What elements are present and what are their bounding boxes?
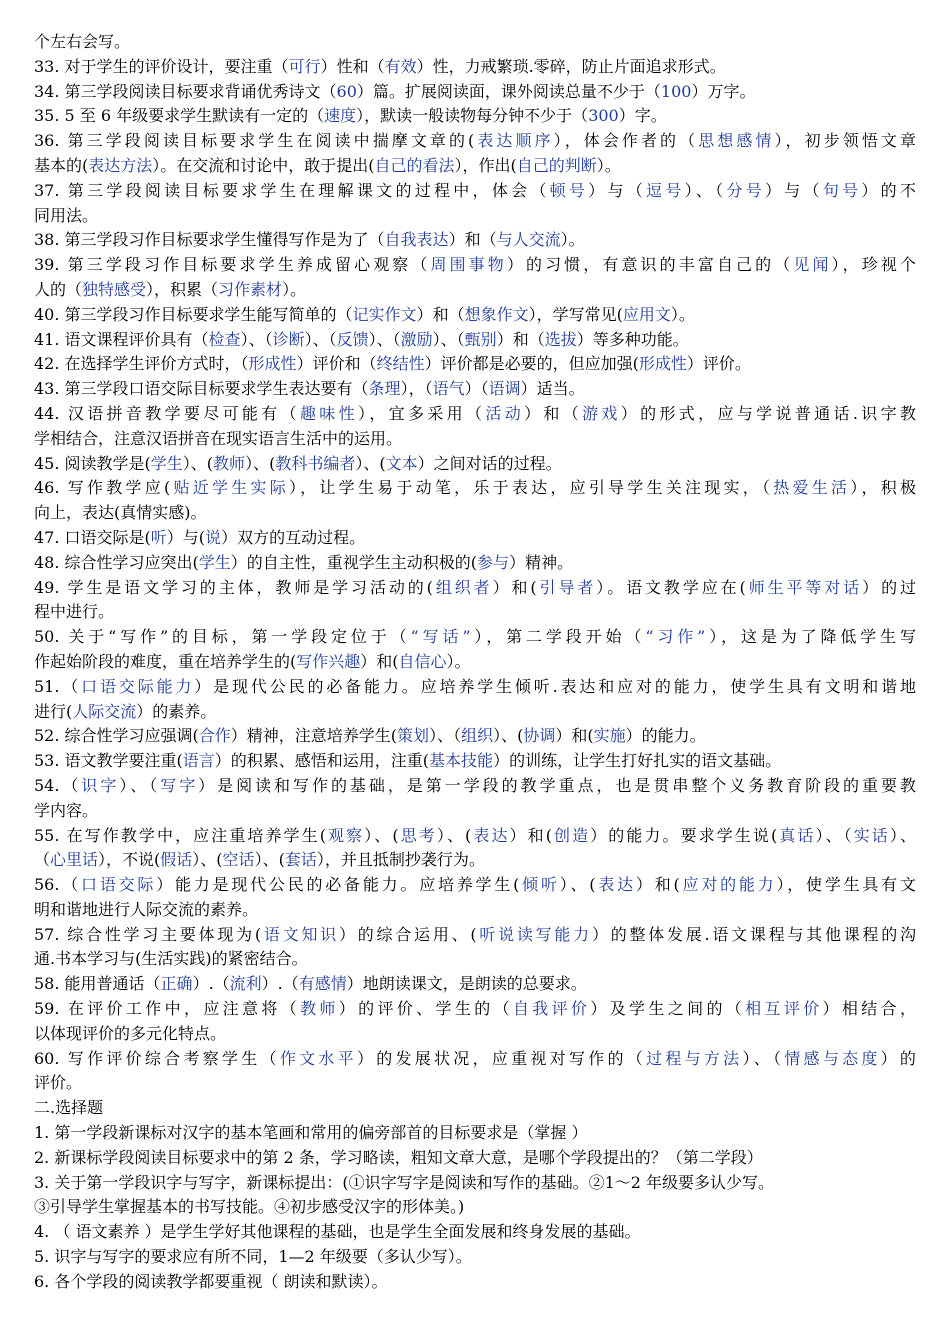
answer-text: 活动: [485, 403, 525, 423]
answer-text: 记实作文: [352, 304, 417, 324]
text-line: [34, 204, 916, 229]
text-line: [34, 1171, 916, 1196]
answer-text: 60: [336, 81, 357, 101]
text-line: [34, 551, 916, 576]
body-text: ）、（: [742, 1048, 785, 1068]
answer-text: 与人交流: [496, 230, 561, 250]
answer-text: 教师: [300, 999, 339, 1019]
body-text: ），珍视个: [831, 255, 916, 275]
body-text: ）字。: [618, 106, 667, 126]
text-line: [34, 427, 916, 452]
answer-text: 300: [588, 106, 619, 126]
answer-text: 有效: [384, 56, 417, 76]
text-line: [34, 278, 916, 303]
body-text: ），并且抵制抄袭行为。: [316, 850, 485, 870]
body-text: 6. 各个学段的阅读教学都要重视（ 朗读和默读）。: [34, 1271, 388, 1291]
body-text: ）、（: [429, 726, 462, 746]
body-text: ）等多种功能。: [576, 329, 689, 349]
text-line: [34, 55, 916, 80]
answer-text: 作文水平: [279, 1048, 357, 1068]
answer-text: 师生平等对话: [745, 577, 863, 597]
answer-text: 见闻: [793, 255, 832, 275]
body-text: 60. 写作评价综合考察学生（: [34, 1048, 280, 1068]
body-text: 35. 5 至 6 年级要求学生默读有一定的（: [34, 106, 325, 126]
text-line: [34, 873, 916, 898]
answer-text: 假话: [160, 850, 193, 870]
body-text: ）双方的互动过程。: [221, 527, 366, 547]
text-line: [34, 675, 916, 700]
body-text: ）.（: [192, 974, 230, 994]
body-text: 作起始阶段的难度，重在培养学生的(: [34, 651, 297, 671]
text-line: [34, 352, 916, 377]
answer-text: 激励: [400, 329, 433, 349]
body-text: ），初步领悟文章: [774, 131, 916, 151]
body-text: ）评价。: [686, 354, 751, 374]
text-line: [34, 576, 916, 601]
body-text: ）、: [889, 825, 916, 845]
body-text: 38. 第三学段习作目标要求学生懂得写作是为了（: [34, 230, 385, 250]
answer-text: 写字: [160, 775, 199, 795]
body-text: 36. 第三学段阅读目标要求学生在阅读中揣摩文章的(: [34, 131, 475, 151]
body-text: 42. 在选择学生评价方式时，（: [34, 354, 249, 374]
body-text: ），使学生具有文: [776, 875, 916, 895]
body-text: ），积累（: [146, 279, 219, 299]
body-text: 58. 能用普通话（: [34, 974, 161, 994]
body-text: 程中进行。: [34, 602, 115, 622]
answer-text: 语言: [182, 751, 215, 771]
answer-text: 语调: [488, 379, 521, 399]
body-text: ）的训练，让学生打好扎实的语文基础。: [493, 751, 782, 771]
answer-text: 教师: [213, 453, 246, 473]
answer-text: 正确: [160, 974, 193, 994]
answer-text: 应对的能力: [679, 875, 777, 895]
body-text: 二.选择题: [34, 1098, 104, 1118]
body-text: ）、（: [119, 775, 161, 795]
body-text: ）与（: [588, 180, 647, 200]
body-text: ）、(: [364, 825, 399, 845]
answer-text: 形成性: [638, 354, 687, 374]
body-text: ）、（: [432, 329, 465, 349]
body-text: ）、（: [368, 329, 401, 349]
body-text: ）、(: [182, 453, 214, 473]
body-text: ）的过: [862, 577, 916, 597]
answer-text: 顿号: [549, 180, 589, 200]
body-text: ）、（: [304, 329, 337, 349]
answer-text: 语文知识: [261, 924, 339, 944]
body-text: 个左右会写。: [34, 32, 131, 51]
body-text: ），不说(: [98, 850, 161, 870]
body-text: ）。: [560, 230, 585, 250]
answer-text: 条理: [368, 379, 401, 399]
text-line: [34, 700, 916, 725]
text-line: [34, 80, 916, 105]
body-text: ）、(: [559, 875, 596, 895]
text-line: [34, 1146, 916, 1171]
text-line: [34, 1270, 916, 1295]
body-text: ）、(: [254, 850, 285, 870]
body-text: ）.（: [261, 974, 299, 994]
answer-text: 合作: [198, 726, 231, 746]
answer-text: 学生: [150, 453, 183, 473]
body-text: ）、（: [240, 329, 273, 349]
body-text: ）能力是现代公民的必备能力。应培养学生(: [156, 875, 520, 895]
answer-text: 思想感情: [698, 131, 775, 151]
body-text: ）的能力。: [625, 726, 706, 746]
text-line: [34, 1245, 916, 1270]
body-text: ）。: [670, 304, 695, 324]
body-text: 43. 第三学段口语交际目标要求学生表达要有（: [34, 379, 369, 399]
body-text: ）的: [880, 1048, 916, 1068]
body-text: 33. 对于学生的评价设计，要注重（: [34, 56, 289, 76]
text-line: [34, 179, 916, 204]
text-line: [34, 377, 916, 402]
body-text: ），第二学段开始（: [470, 627, 646, 647]
answer-text: 表达顺序: [474, 131, 554, 151]
answer-text: 人际交流: [72, 701, 137, 721]
answer-text: “习作”: [645, 627, 706, 647]
body-text: ）性，力戒繁琐.零碎，防止片面追求形式。: [416, 56, 726, 76]
text-line: [34, 1071, 916, 1096]
answer-text: 协调: [523, 726, 556, 746]
body-text: ）精神，注意培养学生(: [230, 726, 398, 746]
body-text: 2. 新课标学段阅读目标要求中的第 2 条，学习略读，粗知文章大意，是哪个学段提出的？（第二学段）: [34, 1147, 763, 1167]
body-text: ）、(: [192, 850, 223, 870]
answer-text: 表达方法: [88, 155, 153, 175]
text-line: [34, 997, 916, 1022]
body-text: 人的（: [34, 279, 83, 299]
answer-text: 引导者: [536, 577, 597, 597]
answer-text: 自我表达: [384, 230, 449, 250]
text-line: [34, 501, 916, 526]
answer-text: 实话: [853, 825, 890, 845]
body-text: 47. 口语交际是(: [34, 527, 151, 547]
body-text: ），（: [400, 379, 433, 399]
answer-text: 句号: [822, 180, 862, 200]
answer-text: 相互评价: [745, 999, 823, 1019]
body-text: ）、(: [355, 453, 386, 473]
text-line: [34, 30, 916, 55]
body-text: 50. 关于“写作”的目标，第一学段定位于（: [34, 627, 411, 647]
text-line: [34, 625, 916, 650]
body-text: 37. 第三学段阅读目标要求学生在理解课文的过程中，体会（: [34, 180, 550, 200]
body-text: 52. 综合性学习应强调(: [34, 726, 199, 746]
body-text: ）的形式，应与学说普通话.识字教: [620, 403, 916, 423]
body-text: ）和（: [496, 329, 545, 349]
answer-text: 分号: [726, 180, 765, 200]
answer-text: 选拔: [544, 329, 577, 349]
body-text: ）、(: [436, 825, 472, 845]
body-text: ）与(: [166, 527, 206, 547]
answer-text: 教科书编者: [275, 453, 356, 473]
text-line: [34, 1022, 916, 1047]
body-text: ）相结合，: [822, 999, 916, 1019]
answer-text: 文本: [385, 453, 418, 473]
answer-text: 实施: [593, 726, 626, 746]
text-line: [34, 228, 916, 253]
text-line: [34, 749, 916, 774]
body-text: ）、（: [684, 180, 727, 200]
body-text: ）篇。扩展阅读面，课外阅读总量不少于（: [356, 81, 661, 101]
body-text: ）的综合运用、(: [339, 924, 477, 944]
text-line: [34, 1220, 916, 1245]
body-text: ）和(: [509, 825, 552, 845]
answer-text: 倾听: [519, 875, 560, 895]
body-text: 41. 语文课程评价具有（: [34, 329, 209, 349]
answer-text: 写作兴趣: [296, 651, 361, 671]
answer-text: 速度: [324, 106, 357, 126]
text-line: [34, 452, 916, 477]
answer-text: 学生: [198, 552, 231, 572]
answer-text: 组织者: [432, 577, 493, 597]
answer-text: “写话”: [410, 627, 471, 647]
answer-text: 可行: [288, 56, 321, 76]
answer-text: 终结性: [376, 354, 425, 374]
answer-text: 基本技能: [429, 751, 494, 771]
body-text: 5. 识字与写字的要求应有所不同，1—2 年级要（多认少写）。: [34, 1247, 472, 1267]
answer-text: 情感与态度: [784, 1048, 881, 1068]
body-text: 4. （ 语文素养 ）是学生学好其他课程的基础，也是学生全面发展和终身发展的基础。: [34, 1222, 641, 1242]
text-line: [34, 476, 916, 501]
body-text: 明和谐地进行人际交流的素养。: [34, 899, 259, 919]
body-text: ）的评价、学生的（: [338, 999, 513, 1019]
body-text: ），体会作者的（: [553, 131, 699, 151]
body-text: ）适当。: [520, 379, 585, 399]
body-text: ），默读一般读物每分钟不少于（: [356, 106, 589, 126]
body-text: 46. 写作教学应(: [34, 478, 171, 498]
text-line: [34, 1096, 916, 1121]
text-line: [34, 526, 916, 551]
answer-text: 空话: [222, 850, 255, 870]
body-text: ）（: [464, 379, 489, 399]
answer-text: 习作素材: [218, 279, 283, 299]
answer-text: 自己的看法: [374, 155, 455, 175]
text-line: [34, 129, 916, 154]
body-text: ）评价和（: [296, 354, 377, 374]
answer-text: 有感情: [298, 974, 347, 994]
body-text: ）评价都是必要的，但应加强(: [424, 354, 639, 374]
body-text: ）是现代公民的必备能力。应培养学生倾听.表达和应对的能力，使学生具有文明和谐地: [194, 676, 916, 696]
answer-text: 参与: [477, 552, 510, 572]
answer-text: 说: [205, 527, 222, 547]
body-text: ）。: [596, 155, 621, 175]
text-line: [34, 923, 916, 948]
answer-text: 检查: [208, 329, 241, 349]
body-text: ），学写常见(: [528, 304, 623, 324]
answer-text: 听: [150, 527, 167, 547]
body-text: ）的整体发展.语文课程与其他课程的沟: [591, 924, 916, 944]
answer-text: 贴近学生实际: [170, 478, 289, 498]
body-text: ）性和（: [320, 56, 385, 76]
body-text: ③引导学生掌握基本的书写技能。④初步感受汉字的形体美。): [34, 1197, 465, 1217]
body-text: 3. 关于第一学段识字与写字，新课标提出：(①识字写字是阅读和写作的基础。②1～2 年级要多认少写。: [34, 1172, 775, 1192]
body-text: ）是阅读和写作的基础，是第一学段的教学重点，也是贯串整个义务教育阶段的重要教: [198, 775, 916, 795]
body-text: 56.（: [34, 875, 82, 895]
text-line: [34, 947, 916, 972]
answer-text: 口语交际能力: [81, 676, 195, 696]
body-text: ），这是为了降低学生写: [705, 627, 916, 647]
body-text: ）。语文教学应在(: [596, 577, 746, 597]
body-text: ）和(: [360, 651, 399, 671]
body-text: ）和(: [492, 577, 537, 597]
body-text: ）的能力。要求学生说(: [590, 825, 778, 845]
body-text: ）的习惯，有意识的丰富自己的（: [506, 255, 794, 275]
body-text: 学相结合，注意汉语拼音在现实语言生活中的运用。: [34, 428, 403, 448]
answer-text: 创造: [551, 825, 591, 845]
body-text: ）的不: [861, 180, 916, 200]
body-text: 39. 第三学段习作目标要求学生养成留心观察（: [34, 255, 431, 275]
body-text: ）万字。: [691, 81, 756, 101]
text-line: [34, 650, 916, 675]
answer-text: 心里话: [50, 850, 99, 870]
answer-text: 真话: [777, 825, 816, 845]
body-text: ）与（: [765, 180, 823, 200]
body-text: ）和(: [635, 875, 680, 895]
body-text: ）的素养。: [136, 701, 217, 721]
text-line: [34, 600, 916, 625]
answer-text: 想象作文: [464, 304, 529, 324]
text-line: [34, 1195, 916, 1220]
body-text: ）。在交流和讨论中，敢于提出(: [152, 155, 375, 175]
body-text: ）精神。: [509, 552, 574, 572]
body-text: 评价。: [34, 1073, 83, 1093]
body-text: 34. 第三学段阅读目标要求背诵优秀诗文（: [34, 81, 337, 101]
answer-text: 应用文: [622, 304, 671, 324]
answer-text: 口语交际: [81, 875, 157, 895]
body-text: ）及学生之间的（: [590, 999, 746, 1019]
body-text: ）和（: [448, 230, 497, 250]
body-text: 48. 综合性学习应突出(: [34, 552, 199, 572]
answer-text: 自我评价: [512, 999, 591, 1019]
answer-text: 趣味性: [299, 403, 358, 423]
answer-text: 识字: [81, 775, 120, 795]
text-line: [34, 799, 916, 824]
body-text: 通.书本学习与(生活实践)的紧密结合。: [34, 949, 308, 969]
text-line: [34, 824, 916, 849]
body-text: 1. 第一学段新课标对汉字的基本笔画和常用的偏旁部首的目标要求是（掌握 ）: [34, 1123, 588, 1143]
text-line: [34, 972, 916, 997]
answer-text: 听说读写能力: [476, 924, 592, 944]
answer-text: 形成性: [248, 354, 297, 374]
body-text: ）和(: [555, 726, 594, 746]
body-text: 59. 在评价工作中，应注意将（: [34, 999, 301, 1019]
body-text: ），作出(: [454, 155, 517, 175]
answer-text: 独特感受: [82, 279, 147, 299]
body-text: 基本的(: [34, 155, 89, 175]
text-line: [34, 104, 916, 129]
answer-text: 逗号: [646, 180, 685, 200]
answer-text: 观察: [325, 825, 365, 845]
body-text: ）地朗读课文，是朗读的总要求。: [346, 974, 587, 994]
text-line: [34, 253, 916, 278]
body-text: 以体现评价的多元化特点。: [34, 1023, 227, 1043]
body-text: 学内容。: [34, 800, 99, 820]
body-text: ）、(: [493, 726, 524, 746]
body-text: （: [34, 850, 51, 870]
answer-text: 过程与方法: [646, 1048, 743, 1068]
body-text: 40. 第三学段习作目标要求学生能写简单的（: [34, 304, 353, 324]
text-line: [34, 1121, 916, 1146]
answer-text: 自己的判断: [516, 155, 597, 175]
body-text: ），宜多采用（: [357, 403, 486, 423]
answer-text: 组织: [461, 726, 494, 746]
body-text: ），积极: [850, 478, 916, 498]
body-text: ）和（: [524, 403, 583, 423]
answer-text: 热爱生活: [773, 478, 851, 498]
answer-text: 语气: [432, 379, 465, 399]
answer-text: 自信心: [398, 651, 447, 671]
body-text: 进行(: [34, 701, 73, 721]
text-line: [34, 328, 916, 353]
text-line: [34, 848, 916, 873]
body-text: 51.（: [34, 676, 82, 696]
body-text: ）。: [282, 279, 307, 299]
body-text: 45. 阅读教学是(: [34, 453, 151, 473]
answer-text: 套话: [284, 850, 317, 870]
answer-text: 流利: [229, 974, 262, 994]
body-text: ）之间对话的过程。: [417, 453, 562, 473]
text-line: [34, 774, 916, 799]
body-text: 53. 语文教学要注重(: [34, 751, 183, 771]
text-line: [34, 724, 916, 749]
body-text: ）的自主性，重视学生主动积极的(: [230, 552, 478, 572]
answer-text: 策划: [397, 726, 430, 746]
answer-text: 诊断: [272, 329, 305, 349]
answer-text: 甄别: [464, 329, 497, 349]
text-line: [34, 154, 916, 179]
body-text: ）的发展状况，应重视对写作的（: [356, 1048, 647, 1068]
body-text: ）的积累、感悟和运用，注重(: [214, 751, 430, 771]
body-text: 同用法。: [34, 205, 99, 225]
text-line: [34, 898, 916, 923]
answer-text: 表达: [595, 875, 636, 895]
body-text: ）、（: [815, 825, 854, 845]
body-text: 54.（: [34, 775, 82, 795]
answer-text: 表达: [471, 825, 510, 845]
body-text: 44. 汉语拼音教学要尽可能有（: [34, 403, 300, 423]
body-text: ）。: [446, 651, 471, 671]
body-text: ），让学生易于动笔，乐于表达，应引导学生关注现实，（: [288, 478, 774, 498]
body-text: ）和（: [416, 304, 465, 324]
text-line: [34, 402, 916, 427]
body-text: 57. 综合性学习主要体现为(: [34, 924, 262, 944]
text-line: [34, 1047, 916, 1072]
answer-text: 反馈: [336, 329, 369, 349]
answer-text: 思考: [398, 825, 437, 845]
body-text: ）、(: [245, 453, 276, 473]
body-text: 49. 学生是语文学习的主体，教师是学习活动的(: [34, 577, 433, 597]
body-text: 55. 在写作教学中，应注重培养学生(: [34, 825, 326, 845]
answer-text: 100: [660, 81, 692, 101]
text-line: [34, 303, 916, 328]
answer-text: 周围事物: [430, 255, 507, 275]
body-text: 向上，表达(真情实感)。: [34, 503, 207, 523]
answer-text: 游戏: [582, 403, 621, 423]
